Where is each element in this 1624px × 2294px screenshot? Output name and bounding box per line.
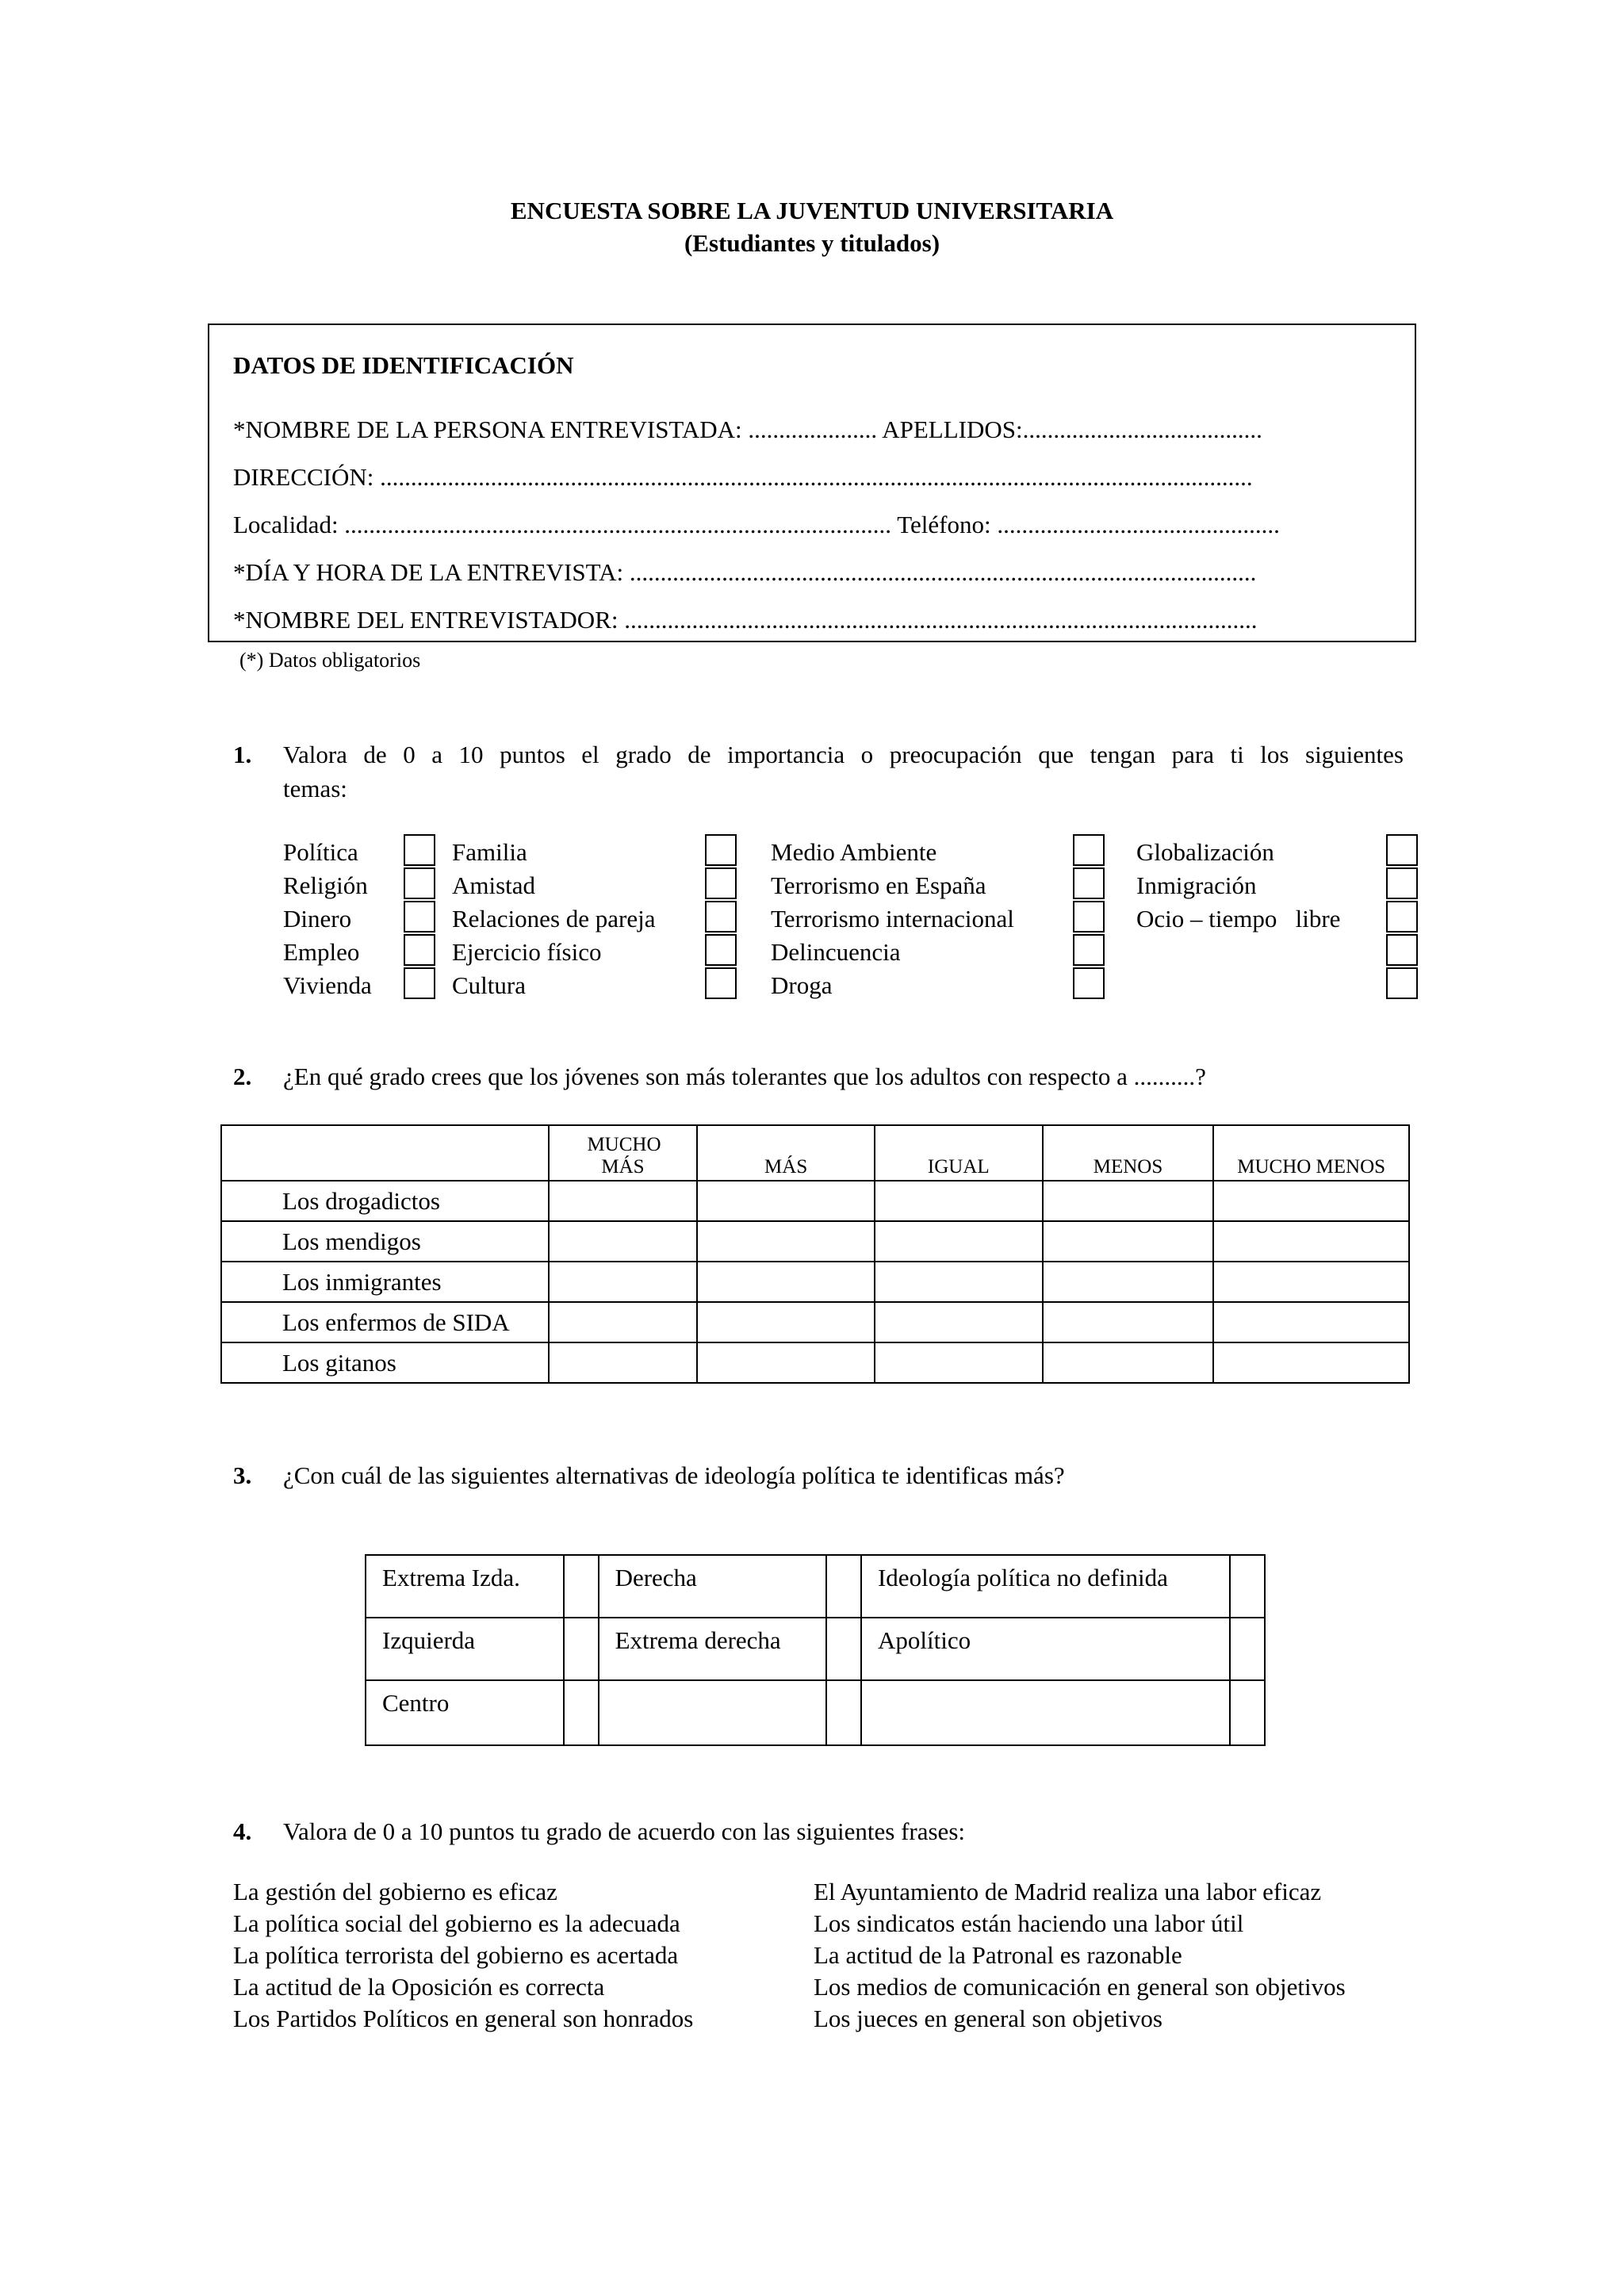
score-box[interactable] xyxy=(1073,967,1105,999)
q1-column-2 xyxy=(452,836,655,1002)
score-box[interactable] xyxy=(1073,834,1105,866)
answer-cell[interactable] xyxy=(549,1262,698,1302)
table-header-row xyxy=(221,1125,1409,1181)
topic-label: Ejercicio físico xyxy=(452,938,602,966)
row-label: Los gitanos xyxy=(221,1342,549,1383)
option-label xyxy=(861,1680,1230,1745)
score-box[interactable] xyxy=(1073,901,1105,933)
topic-label: Familia xyxy=(452,838,527,866)
score-box[interactable] xyxy=(1386,967,1418,999)
q4-number: 4. xyxy=(233,1817,252,1845)
topic-label: Globalización xyxy=(1136,838,1274,866)
answer-cell[interactable] xyxy=(875,1262,1043,1302)
q1-number: 1. xyxy=(233,741,252,768)
option-checkbox[interactable] xyxy=(826,1680,861,1745)
answer-cell[interactable] xyxy=(549,1342,698,1383)
topic-label: Terrorismo internacional xyxy=(771,905,1014,933)
option-checkbox[interactable] xyxy=(1230,1618,1265,1680)
answer-cell[interactable] xyxy=(875,1342,1043,1383)
header-empty xyxy=(221,1125,549,1181)
topic-label: Relaciones de pareja xyxy=(452,905,656,933)
table-row xyxy=(221,1342,1409,1383)
q2-number: 2. xyxy=(233,1063,252,1090)
q1-text-line2: temas: xyxy=(283,775,347,802)
locality-phone-field[interactable]: Localidad: ......................................................................................... Teléfono: .............................................. xyxy=(233,511,1280,538)
statement: La actitud de la Oposición es correcta xyxy=(233,1973,605,2001)
answer-cell[interactable] xyxy=(1043,1262,1214,1302)
option-label: Izquierda xyxy=(366,1618,564,1680)
ideology-table xyxy=(365,1554,1266,1746)
option-checkbox[interactable] xyxy=(1230,1680,1265,1745)
answer-cell[interactable] xyxy=(1213,1342,1409,1383)
q4-left-statements xyxy=(233,1876,693,2035)
header-menos: MENOS xyxy=(1043,1125,1214,1181)
option-checkbox[interactable] xyxy=(564,1680,599,1745)
answer-cell[interactable] xyxy=(549,1302,698,1342)
interview-datetime-field[interactable]: *DÍA Y HORA DE LA ENTREVISTA: ...................................................................................................... xyxy=(233,558,1257,586)
q1-column-3 xyxy=(771,836,1014,1002)
option-checkbox[interactable] xyxy=(826,1555,861,1618)
score-box[interactable] xyxy=(404,934,435,966)
answer-cell[interactable] xyxy=(1213,1302,1409,1342)
q1-column-1 xyxy=(283,836,372,1002)
topic-label: Empleo xyxy=(283,938,360,966)
score-box[interactable] xyxy=(404,967,435,999)
topic-label: Delincuencia xyxy=(771,938,901,966)
answer-cell[interactable] xyxy=(1043,1181,1214,1221)
topic-label: Droga xyxy=(771,971,833,999)
header-mucho-mas xyxy=(549,1125,698,1181)
statement: La actitud de la Patronal es razonable xyxy=(814,1941,1182,1969)
topic-label: Terrorismo en España xyxy=(771,871,986,899)
survey-subtitle: (Estudiantes y titulados) xyxy=(684,229,940,257)
option-checkbox[interactable] xyxy=(826,1618,861,1680)
answer-cell[interactable] xyxy=(1043,1221,1214,1262)
score-box[interactable] xyxy=(1386,834,1418,866)
q3-number: 3. xyxy=(233,1461,252,1489)
interviewee-name-field[interactable]: *NOMBRE DE LA PERSONA ENTREVISTADA: ..................... APELLIDOS:....................................... xyxy=(233,416,1262,443)
score-box[interactable] xyxy=(404,834,435,866)
row-label: Los enfermos de SIDA xyxy=(221,1302,549,1342)
identification-heading: DATOS DE IDENTIFICACIÓN xyxy=(233,351,574,379)
topic-label: Medio Ambiente xyxy=(771,838,937,866)
answer-cell[interactable] xyxy=(1213,1221,1409,1262)
score-box[interactable] xyxy=(404,901,435,933)
answer-cell[interactable] xyxy=(1213,1181,1409,1221)
table-row xyxy=(366,1618,1265,1680)
header-label: MUCHO MÁS xyxy=(587,1134,661,1178)
topic-label: Cultura xyxy=(452,971,526,999)
header-igual: IGUAL xyxy=(875,1125,1043,1181)
table-row xyxy=(221,1181,1409,1221)
answer-cell[interactable] xyxy=(697,1262,875,1302)
score-box[interactable] xyxy=(404,867,435,899)
option-label xyxy=(599,1680,827,1745)
option-label: Ideología política no definida xyxy=(861,1555,1230,1618)
answer-cell[interactable] xyxy=(697,1302,875,1342)
option-label: Apolítico xyxy=(861,1618,1230,1680)
table-row xyxy=(366,1680,1265,1745)
answer-cell[interactable] xyxy=(697,1342,875,1383)
statement: La política terrorista del gobierno es acertada xyxy=(233,1941,679,1969)
topic-label: Inmigración xyxy=(1136,871,1257,899)
score-box[interactable] xyxy=(705,867,737,899)
score-box[interactable] xyxy=(705,834,737,866)
topic-label: Ocio – tiempo libre xyxy=(1136,905,1341,933)
score-box[interactable] xyxy=(1386,934,1418,966)
header-mucho-menos: MUCHO MENOS xyxy=(1213,1125,1409,1181)
statement: Los jueces en general son objetivos xyxy=(814,2005,1162,2032)
option-checkbox[interactable] xyxy=(1230,1555,1265,1618)
score-box[interactable] xyxy=(705,901,737,933)
topic-label: Vivienda xyxy=(283,971,372,999)
option-label: Extrema derecha xyxy=(599,1618,827,1680)
statement: La política social del gobierno es la adecuada xyxy=(233,1909,680,1937)
statement: Los medios de comunicación en general son objetivos xyxy=(814,1973,1346,2001)
address-field[interactable]: DIRECCIÓN: .............................................................................................................................................. xyxy=(233,463,1253,491)
table-row xyxy=(221,1302,1409,1342)
answer-cell[interactable] xyxy=(697,1221,875,1262)
answer-cell[interactable] xyxy=(1043,1302,1214,1342)
score-box[interactable] xyxy=(705,967,737,999)
row-label: Los mendigos xyxy=(221,1221,549,1262)
answer-cell[interactable] xyxy=(875,1181,1043,1221)
option-label: Extrema Izda. xyxy=(366,1555,564,1618)
mandatory-note: (*) Datos obligatorios xyxy=(239,649,421,672)
table-row xyxy=(366,1555,1265,1618)
q1-text-line1: Valora de 0 a 10 puntos el grado de importancia o preocupación que tengan para ti los siguientes xyxy=(283,741,1404,768)
score-box[interactable] xyxy=(1386,901,1418,933)
score-box[interactable] xyxy=(705,934,737,966)
answer-cell[interactable] xyxy=(1213,1262,1409,1302)
q1-column-4 xyxy=(1136,836,1340,936)
statement: Los sindicatos están haciendo una labor útil xyxy=(814,1909,1244,1937)
table-row xyxy=(221,1221,1409,1262)
score-box[interactable] xyxy=(1073,934,1105,966)
answer-cell[interactable] xyxy=(875,1302,1043,1342)
answer-cell[interactable] xyxy=(875,1221,1043,1262)
topic-label: Dinero xyxy=(283,905,352,933)
statement: La gestión del gobierno es eficaz xyxy=(233,1878,557,1905)
table-row xyxy=(221,1262,1409,1302)
option-label: Derecha xyxy=(599,1555,827,1618)
topic-label: Política xyxy=(283,838,358,866)
survey-title: ENCUESTA SOBRE LA JUVENTUD UNIVERSITARIA xyxy=(510,197,1114,224)
q2-text: ¿En qué grado crees que los jóvenes son más tolerantes que los adultos con respecto a ..........? xyxy=(283,1063,1206,1090)
q4-text: Valora de 0 a 10 puntos tu grado de acuerdo con las siguientes frases: xyxy=(283,1817,965,1845)
answer-cell[interactable] xyxy=(1043,1342,1214,1383)
answer-cell[interactable] xyxy=(697,1181,875,1221)
option-checkbox[interactable] xyxy=(564,1618,599,1680)
q4-right-statements xyxy=(814,1876,1346,2035)
score-box[interactable] xyxy=(1386,867,1418,899)
answer-cell[interactable] xyxy=(549,1221,698,1262)
statement: El Ayuntamiento de Madrid realiza una labor eficaz xyxy=(814,1878,1322,1905)
tolerance-table xyxy=(220,1124,1410,1384)
score-box[interactable] xyxy=(1073,867,1105,899)
option-label: Centro xyxy=(366,1680,564,1745)
row-label: Los inmigrantes xyxy=(221,1262,549,1302)
topic-label: Religión xyxy=(283,871,368,899)
option-checkbox[interactable] xyxy=(564,1555,599,1618)
row-label: Los drogadictos xyxy=(221,1181,549,1221)
topic-label: Amistad xyxy=(452,871,536,899)
interviewer-name-field[interactable]: *NOMBRE DEL ENTREVISTADOR: ....................................................................................................... xyxy=(233,606,1258,634)
header-mas: MÁS xyxy=(697,1125,875,1181)
answer-cell[interactable] xyxy=(549,1181,698,1221)
statement: Los Partidos Políticos en general son honrados xyxy=(233,2005,694,2032)
q3-text: ¿Con cuál de las siguientes alternativas de ideología política te identificas más? xyxy=(283,1461,1065,1489)
